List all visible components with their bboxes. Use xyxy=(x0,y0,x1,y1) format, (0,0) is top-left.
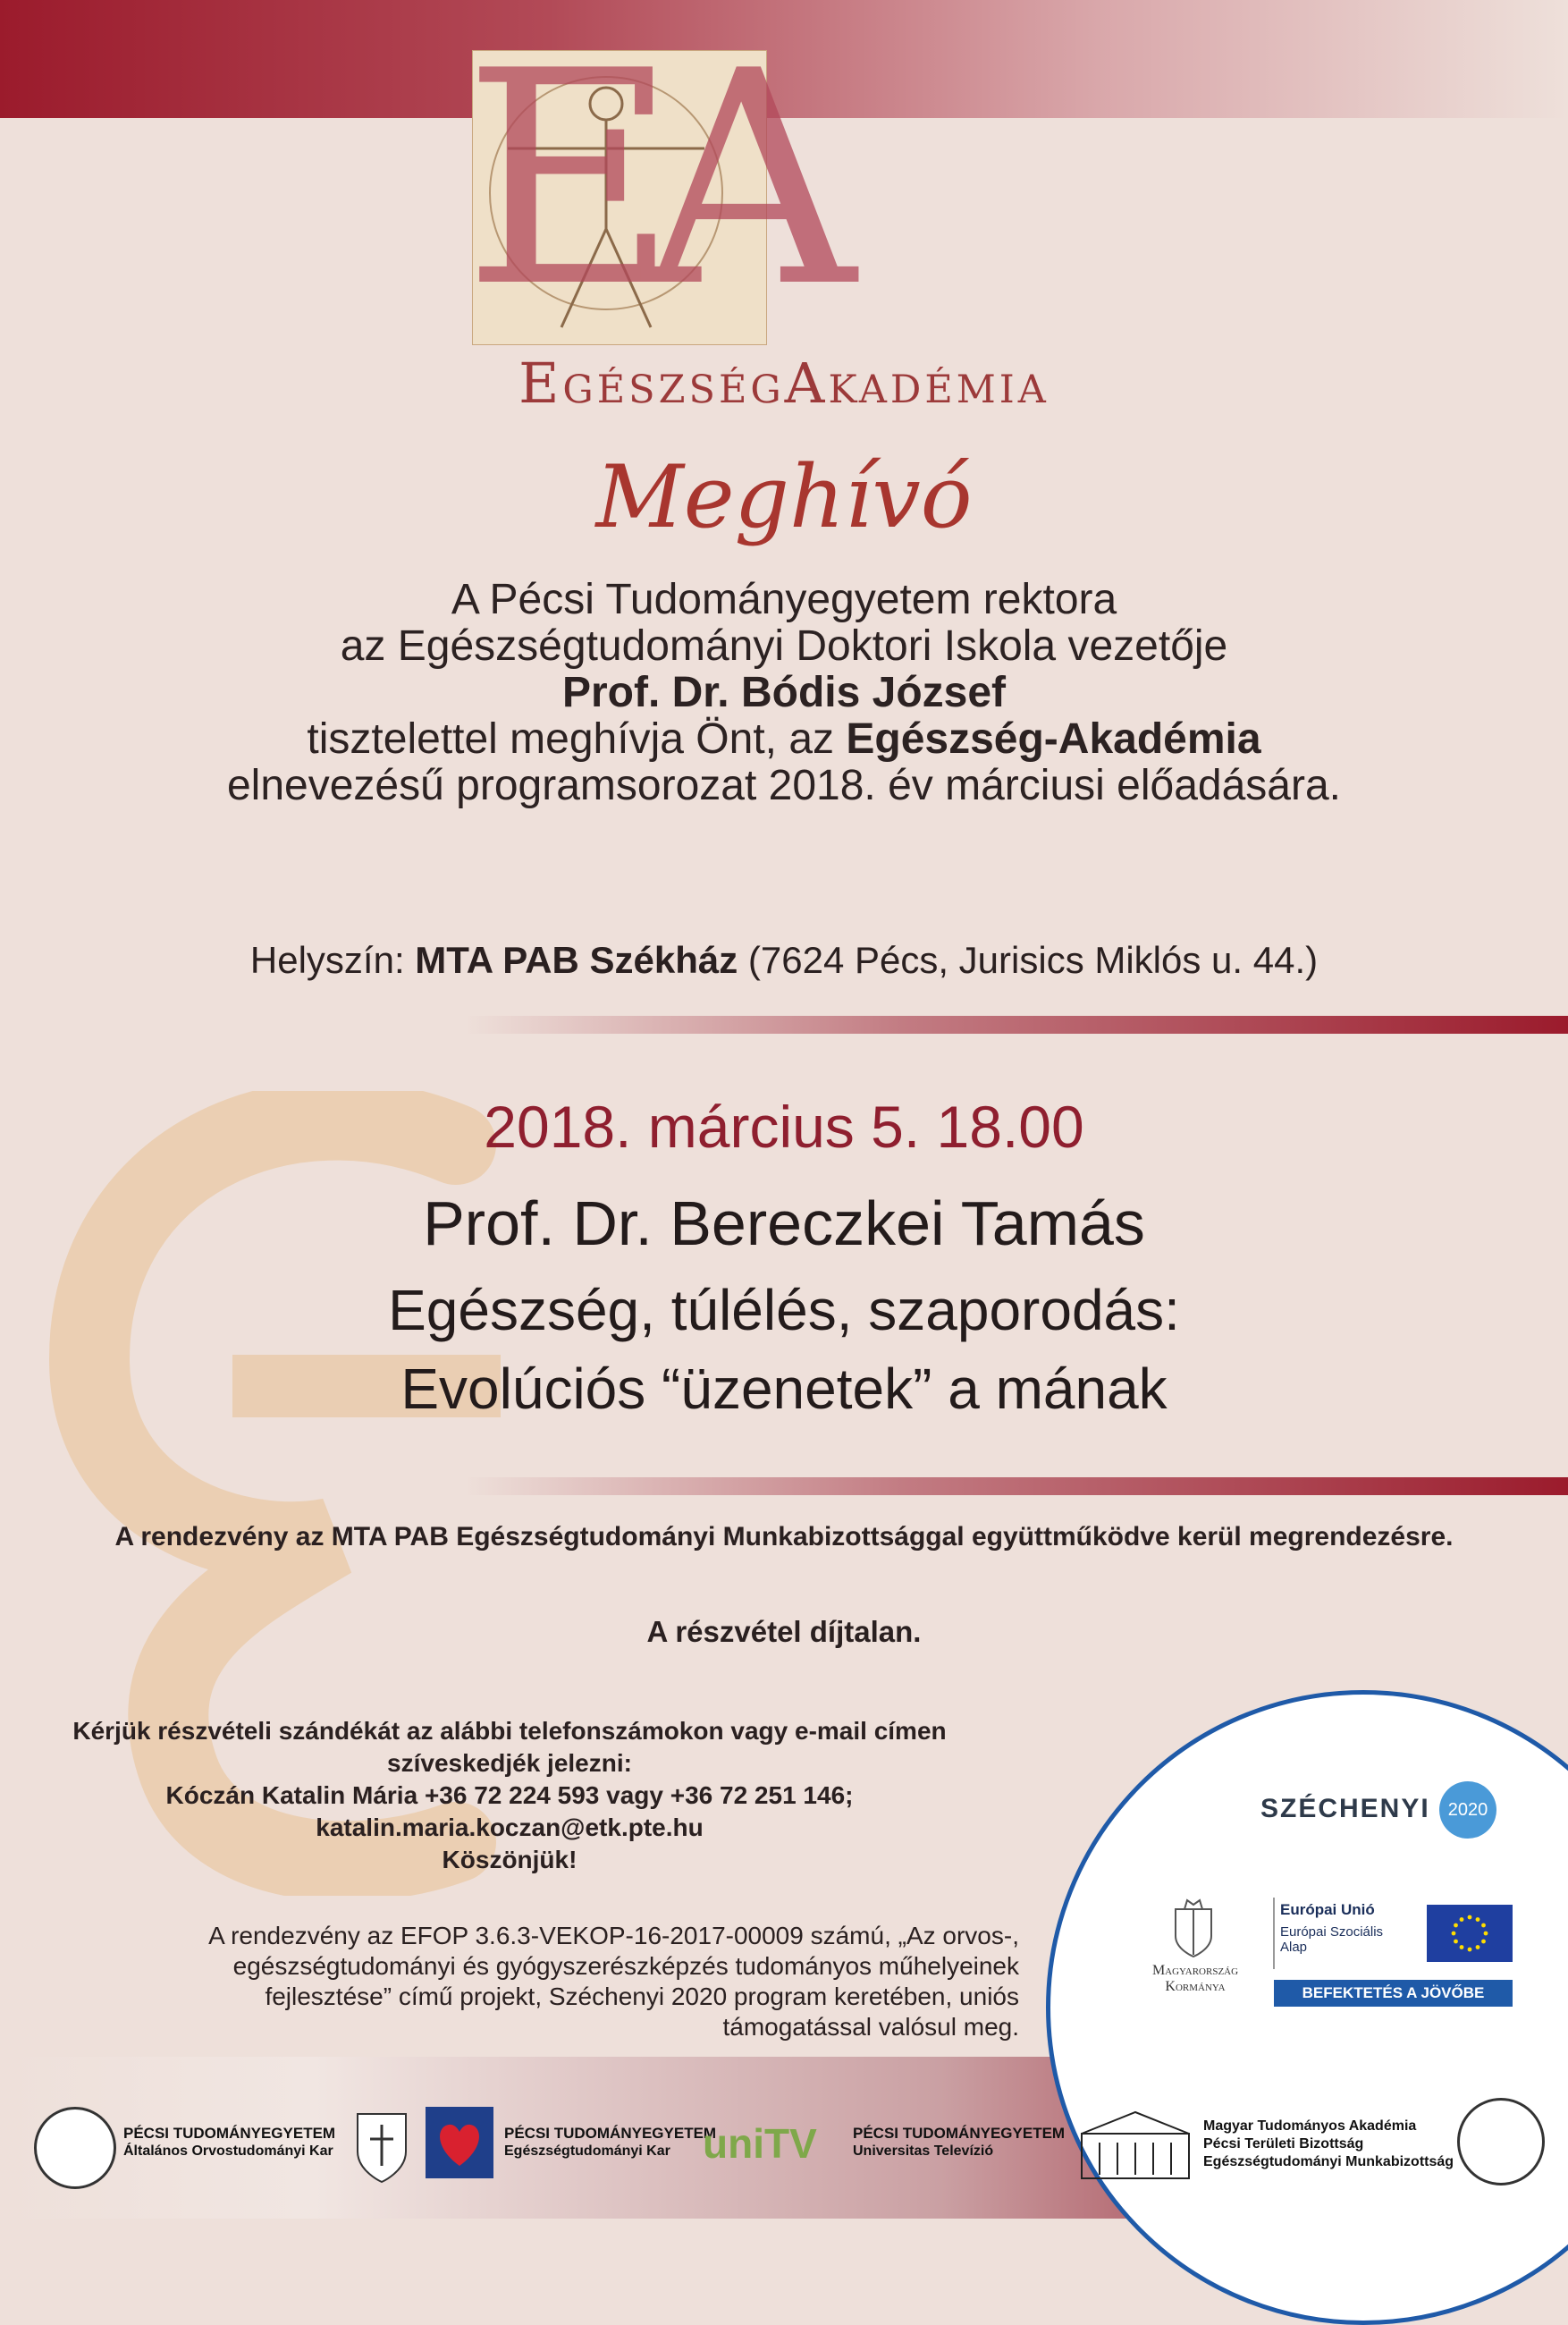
pte-etk-subtitle: Egészségtudományi Kar xyxy=(504,2143,670,2159)
government-line-2: Kormánya xyxy=(1165,1979,1226,1994)
contact-phone: Kóczán Katalin Mária +36 72 224 593 vagy +36 72 251 146; xyxy=(165,1781,854,1809)
contact-thanks: Köszönjük! xyxy=(442,1846,577,1873)
eu-subtitle-2: Alap xyxy=(1280,1940,1308,1955)
logo-name: EgészségAkadémia xyxy=(518,351,1050,416)
eu-divider xyxy=(1273,1898,1275,1969)
szechenyi-label: SZÉCHENYI xyxy=(1260,1794,1430,1823)
contact-email[interactable]: katalin.maria.koczan@etk.pte.hu xyxy=(316,1814,704,1841)
location-venue: MTA PAB Székház xyxy=(415,939,738,981)
funding-note xyxy=(125,1921,1019,2042)
host-name: Prof. Dr. Bódis József xyxy=(561,669,1007,716)
contact-line-2: szíveskedjék jelezni: xyxy=(387,1749,632,1777)
intro-line-1: A Pécsi Tudományegyetem rektora xyxy=(451,576,1117,623)
unitv-subtitle: Universitas Televízió xyxy=(853,2143,994,2159)
eu-subtitle-1: Európai Szociális xyxy=(1280,1924,1384,1940)
mta-title: Magyar Tudományos Akadémia xyxy=(1203,2118,1417,2134)
contact-line-1: Kérjük részvételi szándékát az alábbi telefonszámokon vagy e-mail címen xyxy=(72,1717,947,1745)
lecture-title-line-1: Egészség, túlélés, szaporodás: xyxy=(388,1278,1180,1342)
intro-line-5: elnevezésű programsorozat 2018. év márciusi előadására. xyxy=(226,762,1341,809)
contact-block xyxy=(36,1715,983,1876)
program-name: Egészség-Akadémia xyxy=(846,715,1261,763)
location xyxy=(0,939,1568,982)
government-logo xyxy=(1128,1963,1262,1995)
intro-line-4 xyxy=(0,716,1568,763)
seal-icon xyxy=(1457,2098,1545,2186)
egeszseg-akademia-logo xyxy=(463,8,821,351)
funding-line-2: egészségtudományi és gyógyszerészképzés tudományos műhelyeinek xyxy=(232,1952,1019,1980)
mta-pab-seal xyxy=(1457,2098,1545,2186)
funding-line-4: támogatással valósul meg. xyxy=(722,2013,1019,2041)
divider xyxy=(465,1477,1568,1495)
pte-crest xyxy=(350,2107,413,2188)
pte-crest-icon xyxy=(350,2107,413,2184)
divider xyxy=(465,1016,1568,1034)
mta-building-icon xyxy=(1073,2107,1198,2184)
mta-subtitle: Pécsi Területi Bizottság xyxy=(1203,2136,1364,2152)
invitation-intro xyxy=(0,577,1568,809)
szechenyi-year: 2020 xyxy=(1447,1800,1488,1820)
location-label: Helyszín: xyxy=(249,939,416,981)
government-line-1: Magyarország xyxy=(1151,1963,1239,1978)
organizer-note: A rendezvény az MTA PAB Egészségtudományi Munkabizottsággal együttműködve kerül megrendezésre. xyxy=(114,1522,1454,1551)
lecture-title-line-2: Evolúciós “üzenetek” a mának xyxy=(400,1357,1168,1421)
intro-line-2: az Egészségtudományi Doktori Iskola vezetője xyxy=(340,622,1228,670)
szechenyi-2020-icon xyxy=(1439,1781,1496,1839)
intro-line-4-text: tisztelettel meghívja Önt, az xyxy=(307,715,847,763)
pte-etk-title: PÉCSI TUDOMÁNYEGYETEM xyxy=(504,2125,717,2142)
hungarian-coat-of-arms-icon xyxy=(1171,1896,1216,1958)
funding-line-1: A rendezvény az EFOP 3.6.3-VEKOP-16-2017-00009 számú, „Az orvos-, xyxy=(208,1922,1019,1949)
pte-aok-subtitle: Általános Orvostudományi Kar xyxy=(123,2143,333,2159)
mta-subtitle-2: Egészségtudományi Munkabizottság xyxy=(1203,2154,1454,2169)
free-note: A részvétel díjtalan. xyxy=(646,1615,922,1648)
speaker-name: Prof. Dr. Bereczkei Tamás xyxy=(423,1188,1145,1258)
eu-flag-icon xyxy=(1427,1905,1513,1962)
unitv-title: PÉCSI TUDOMÁNYEGYETEM xyxy=(853,2125,1066,2142)
page-title: Meghívó xyxy=(595,447,973,547)
pte-aok-title: PÉCSI TUDOMÁNYEGYETEM xyxy=(123,2125,336,2142)
unitv-brand: uniTV xyxy=(703,2120,817,2167)
eu-slogan: BEFEKTETÉS A JÖVŐBE xyxy=(1274,1980,1513,2007)
event-date: 2018. március 5. 18.00 xyxy=(484,1094,1084,1160)
eu-funding-panel xyxy=(1046,1690,1568,2325)
university-seal-icon xyxy=(34,2107,116,2189)
heart-logo-icon xyxy=(426,2107,493,2178)
eu-text xyxy=(1280,1901,1383,1955)
funding-line-3: fejlesztése” című projekt, Széchenyi 2020 program keretében, uniós xyxy=(265,1983,1019,2010)
eu-title: Európai Unió xyxy=(1280,1901,1375,1918)
location-address: (7624 Pécs, Jurisics Miklós u. 44.) xyxy=(738,939,1319,981)
logo-letters: EA xyxy=(463,8,821,351)
